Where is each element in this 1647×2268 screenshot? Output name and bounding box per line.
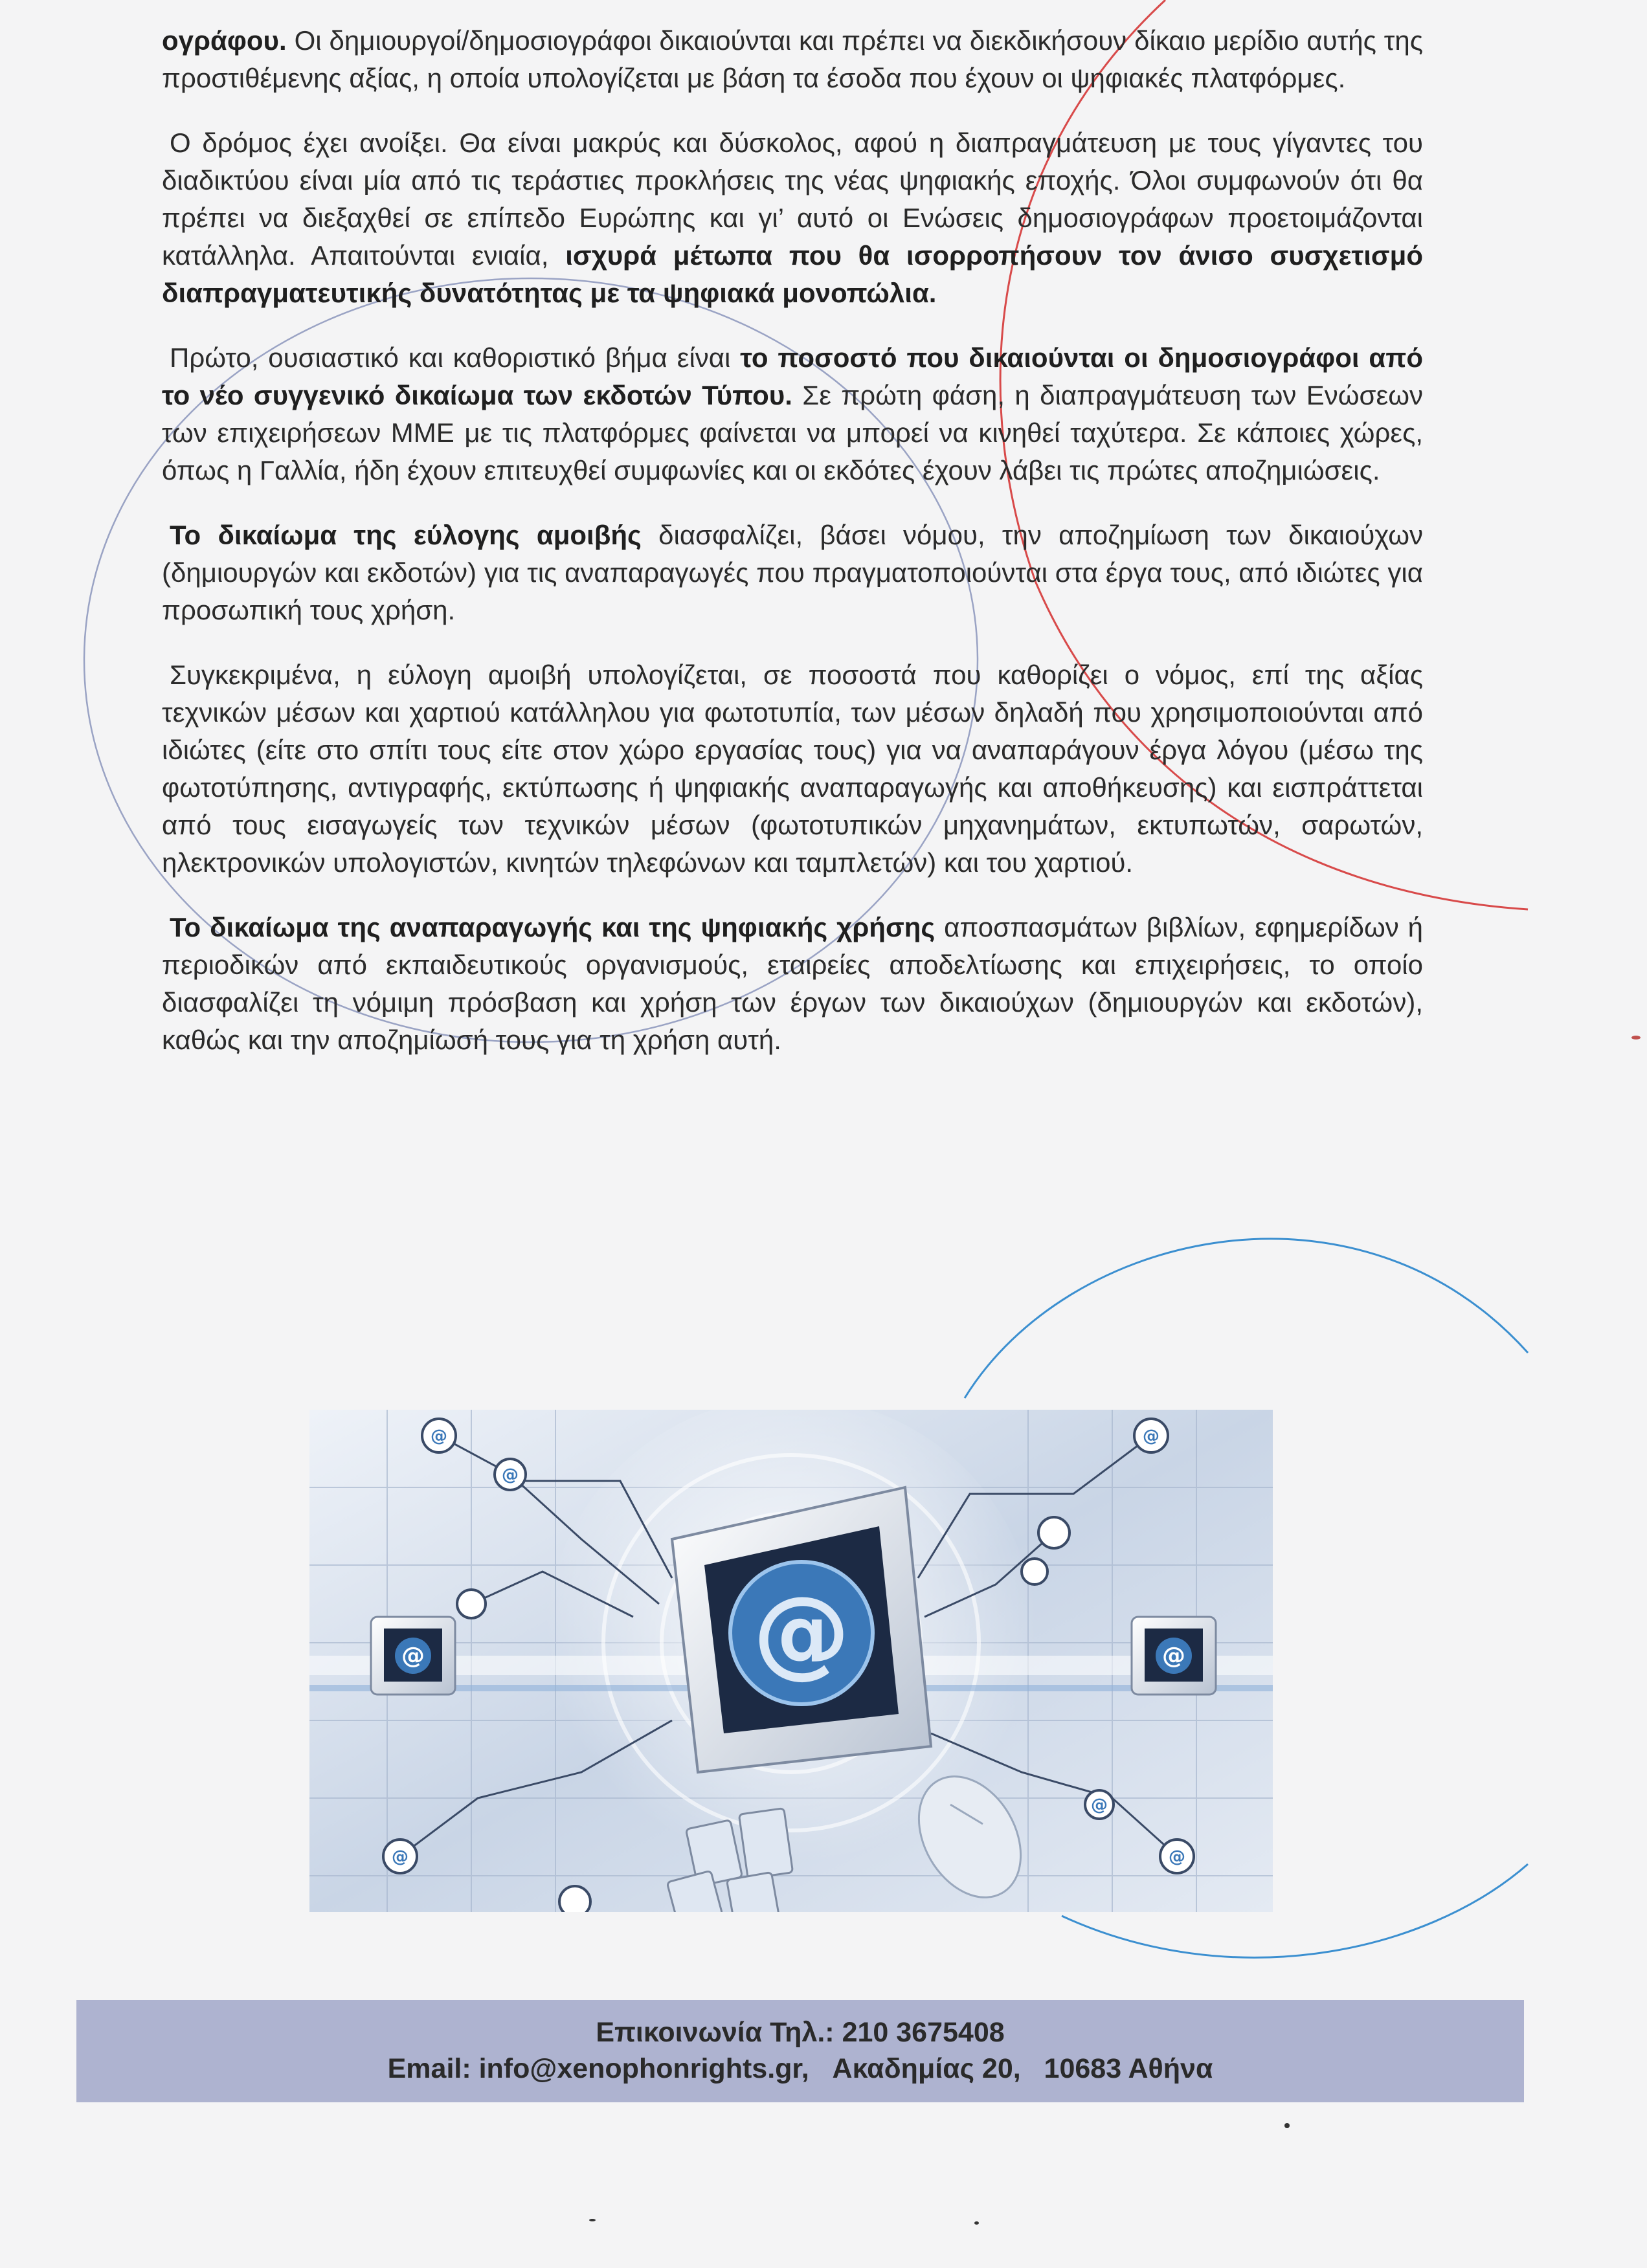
svg-text:@: @ [1162, 1643, 1185, 1669]
text-segment: Οι δημιουργοί/δημοσιογράφοι δικαιούνται και πρέπει να διεκδικήσουν δίκαιο μερίδιο αυτής της προστιθέμενης αξίας, η οποία υπολογίζεται με βάση τα έσοδα που έχουν οι ψηφιακές πλατφόρμες. [162, 25, 1423, 93]
text-segment: Σε πρώτη φάση, η διαπραγμάτευση των Ενώσεων των επιχειρήσεων ΜΜΕ με τις πλατφόρμες φαίνεται να μπορεί να κινηθεί ταχύτερα. Σε κάποιες χώρες, όπως η Γαλλία, ήδη έχουν επιτευχθεί συμφωνίες και οι εκδότες έχουν λάβει τις πρώτες αποζημιώσεις. [162, 380, 1423, 485]
paragraph [162, 124, 1423, 312]
svg-text:@: @ [392, 1847, 409, 1867]
bold-text-segment: ισχυρά μέτωπα που θα ισορροπήσουν τον άνισο συσχετισμό διαπραγματευτικής δυνατότητας με τα ψηφιακά μονοπώλια. [162, 240, 1423, 308]
paragraph [162, 909, 1423, 1059]
bold-text-segment: Το δικαίωμα της εύλογης αμοιβής [170, 520, 642, 550]
svg-text:@: @ [1091, 1796, 1108, 1815]
scan-speck [1631, 1036, 1641, 1040]
text-segment: Πρώτο, ουσιαστικό και καθοριστικό βήμα είναι [170, 342, 741, 373]
blue-arc [965, 1239, 1528, 1398]
text-segment: αποσπασμάτων βιβλίων, εφημερίδων ή περιοδικών από εκπαιδευτικούς οργανισμούς, εταιρείες αποδελτίωσης και επιχειρήσεις, το οποίο διασφαλίζει τη νόμιμη πρόσβαση και χρήση των έργων των δικαιούχων (δημιουργών και εκδοτών), καθώς και την αποζημίωσή τους για τη χρήση αυτή. [162, 912, 1424, 1055]
contact-email-address: Email: info@xenophonrights.gr, Ακαδημίας 20, 10683 Αθήνα [387, 2053, 1213, 2084]
contact-phone: Επικοινωνία Τηλ.: 210 3675408 [596, 2017, 1005, 2048]
paragraph [162, 22, 1423, 97]
svg-text:@: @ [401, 1643, 425, 1669]
svg-text:@: @ [1169, 1847, 1185, 1867]
paragraph [162, 339, 1423, 489]
bold-text-segment: το ποσοστό που δικαιούνται οι δημοσιογράφοι από το νέο συγγενικό δικαίωμα των εκδοτών Τύπου. [162, 342, 1424, 410]
paragraph [162, 656, 1423, 882]
svg-text:@: @ [753, 1576, 850, 1689]
article-body [162, 22, 1423, 1086]
scan-speck [1284, 2123, 1290, 2128]
scan-speck [974, 2221, 979, 2225]
svg-text:@: @ [502, 1465, 519, 1485]
large-monitor-icon [672, 1487, 931, 1772]
text-segment: Συγκεκριμένα, η εύλογη αμοιβή υπολογίζεται, σε ποσοστά που καθορίζει ο νόμος, επί της αξίας τεχνικών μέσων και χαρτιού κατάλληλου για φωτοτυπία, των μέσων δηλαδή που χρησιμοποιούνται από ιδιώτες (είτε στο σπίτι τους είτε στον χώρο εργασίας τους) για να αναπαράγουν έργα λόγου (μέσω της φωτοτύπησης, αντιγραφής, εκτύπωσης ή ψηφιακής αναπαραγωγής και αποθήκευσης) και εισπράττεται από τους εισαγωγείς των τεχνικών μέσων (φωτοτυπικών μηχανημάτων, εκτυπωτών, σαρωτών, ηλεκτρονικών υπολογιστών, κινητών τηλεφώνων και ταμπλετών) και του χαρτιού. [162, 660, 1423, 878]
scan-speck [589, 2219, 596, 2221]
text-segment: διασφαλίζει, βάσει νόμου, την αποζημίωση των δικαιούχων (δημιουργών και εκδοτών) για τις αναπαραγωγές που πραγματοποιούνται στα έργα τους, από ιδιώτες για προσωπική τους χρήση. [162, 520, 1423, 625]
computer-network-illustration [309, 1410, 1273, 1912]
small-monitor-right-icon [1132, 1617, 1216, 1695]
svg-text:@: @ [431, 1427, 447, 1446]
paragraph [162, 517, 1423, 629]
bold-text-segment: Το δικαίωμα της αναπαραγωγής και της ψηφιακής χρήσης [170, 912, 936, 942]
svg-text:@: @ [1143, 1427, 1160, 1446]
small-monitor-left-icon [371, 1617, 455, 1695]
text-segment: Ο δρόμος έχει ανοίξει. Θα είναι μακρύς και δύσκολος, αφού η διαπραγμάτευση με τους γίγαντες του διαδικτύου είναι μία από τις τεράστιες προκλήσεις της νέας ψηφιακής εποχής. Όλοι συμφωνούν ότι θα πρέπει να διεξαχθεί σε επίπεδο Ευρώπης και γι’ αυτό οι Ενώσεις δημοσιογράφων προετοιμάζονται κατάλληλα. Απαιτούνται ενιαία, [162, 128, 1423, 271]
bold-text-segment: ογράφου. [162, 25, 287, 56]
contact-footer [76, 2000, 1524, 2102]
